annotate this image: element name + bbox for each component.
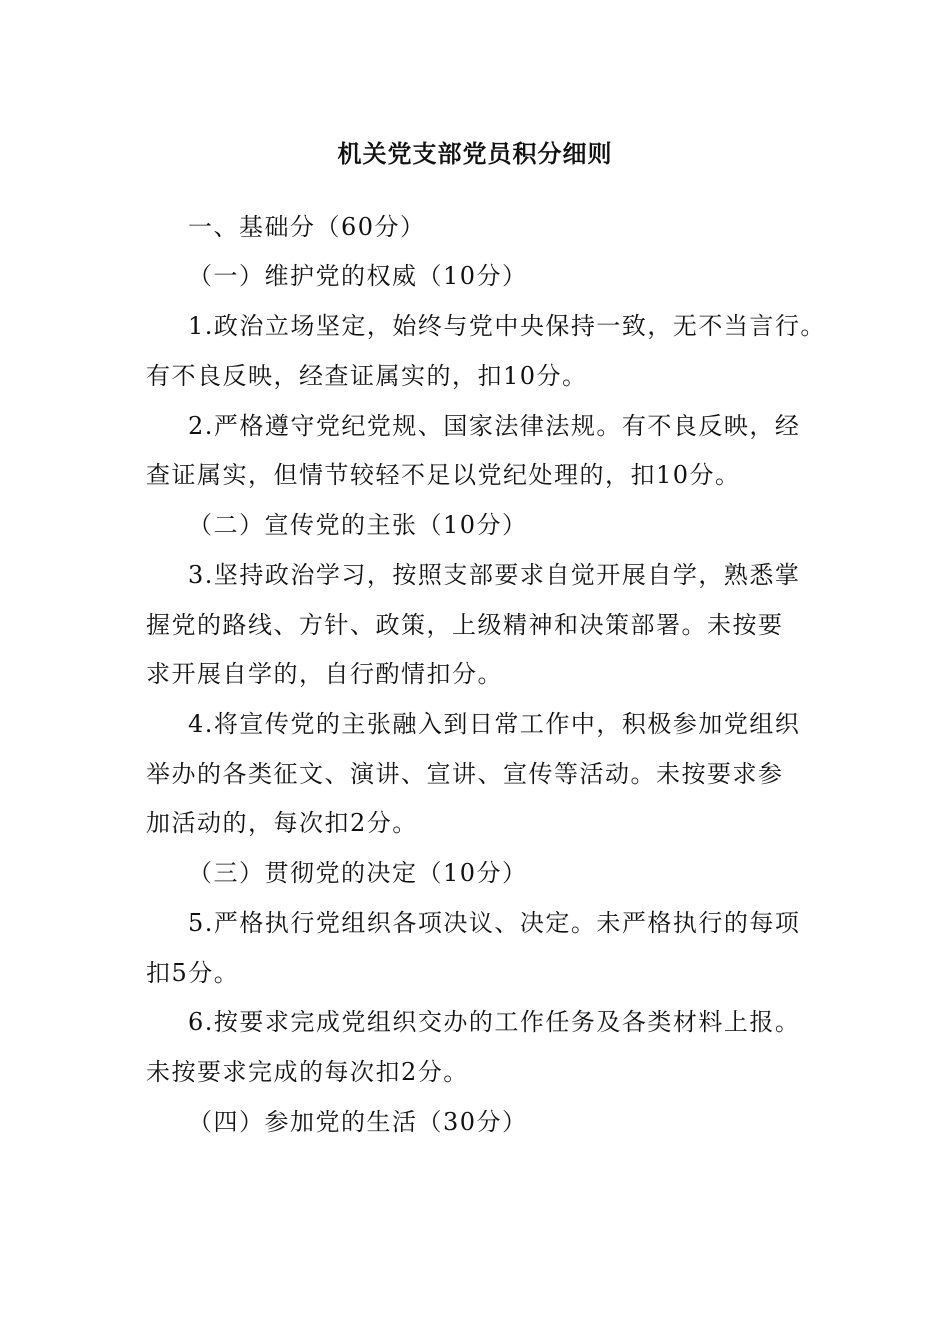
- paragraph-line: 加活动的，每次扣2分。: [146, 809, 418, 837]
- paragraph-line: 求开展自学的，自行酌情扣分。: [146, 660, 503, 688]
- paragraph-line: 扣5分。: [146, 959, 240, 987]
- paragraph-line: 1.政治立场坚定，始终与党中央保持一致，无不当言行。: [188, 312, 826, 340]
- subsection-heading: （四）参加党的生活（30分）: [188, 1108, 528, 1136]
- section-heading: 一、基础分（60分）: [188, 213, 426, 241]
- paragraph-line: 5.严格执行党组织各项决议、决定。未严格执行的每项: [188, 909, 801, 937]
- subsection-heading: （二）宣传党的主张（10分）: [188, 511, 528, 539]
- subsection-heading: （一）维护党的权威（10分）: [188, 262, 528, 290]
- paragraph-line: 2.严格遵守党纪党规、国家法律法规。有不良反映，经: [188, 412, 801, 440]
- paragraph-line: 6.按要求完成党组织交办的工作任务及各类材料上报。: [188, 1008, 801, 1036]
- document-title: 机关党支部党员积分细则: [337, 139, 613, 168]
- paragraph-line: 有不良反映，经查证属实的，扣10分。: [146, 362, 588, 390]
- paragraph-line: 4.将宣传党的主张融入到日常工作中，积极参加党组织: [188, 710, 801, 738]
- paragraph-line: 举办的各类征文、演讲、宣讲、宣传等活动。未按要求参: [146, 760, 784, 788]
- paragraph-line: 握党的路线、方针、政策，上级精神和决策部署。未按要: [146, 611, 784, 639]
- paragraph-line: 未按要求完成的每次扣2分。: [146, 1058, 469, 1086]
- subsection-heading: （三）贯彻党的决定（10分）: [188, 859, 528, 887]
- paragraph-line: 查证属实，但情节较轻不足以党纪处理的，扣10分。: [146, 461, 741, 489]
- paragraph-line: 3.坚持政治学习，按照支部要求自觉开展自学，熟悉掌: [188, 561, 801, 589]
